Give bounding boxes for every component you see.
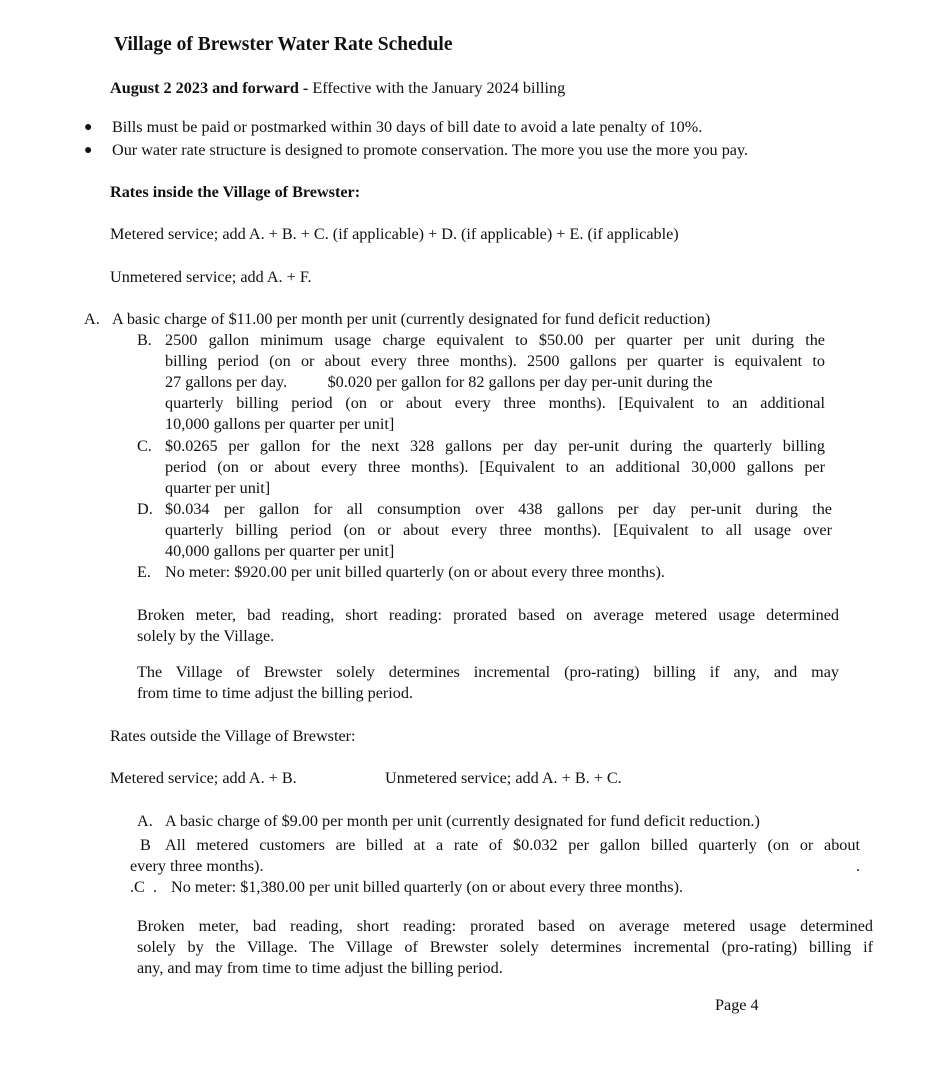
inside-item-b-line: 10,000 gallons per quarter per unit] xyxy=(165,415,395,433)
inside-item-b-label: B. xyxy=(137,331,152,349)
inside-item-d-label: D. xyxy=(137,500,153,518)
bullet-conservation: Our water rate structure is designed to promote conservation. The more you use the more you pay. xyxy=(112,141,749,159)
inside-note-broken-meter: Broken meter, bad reading, short reading: prorated based on average metered usage determined xyxy=(137,606,839,624)
inside-item-b-line: billing period (on or about every three months). 2500 gallons per quarter is equivalent to xyxy=(165,352,825,370)
inside-item-c-line: quarter per unit] xyxy=(165,479,271,497)
inside-item-e-text: No meter: $920.00 per unit billed quarterly (on or about every three months). xyxy=(165,563,665,581)
inside-item-b-line xyxy=(165,373,713,392)
inside-note-broken-meter: solely by the Village. xyxy=(137,627,275,645)
inside-item-c-line: period (on or about every three months). [Equivalent to an additional 30,000 gallons per xyxy=(165,458,825,476)
inside-item-c-label: C. xyxy=(137,437,152,455)
bullet-icon: ● xyxy=(84,143,93,158)
inside-item-e-label: E. xyxy=(137,563,151,581)
effective-date-line xyxy=(110,79,565,98)
outside-item-a-label: A. xyxy=(137,812,153,830)
inside-metered-formula: Metered service; add A. + B. + C. (if applicable) + D. (if applicable) + E. (if applicable) xyxy=(110,225,679,243)
inside-item-b-line: quarterly billing period (on or about every three months). [Equivalent to an additional xyxy=(165,394,825,412)
outside-note-line: solely by the Village. The Village of Brewster solely determines incremental (pro-rating) billing if xyxy=(137,938,873,956)
inside-item-d-line: 40,000 gallons per quarter per unit] xyxy=(165,542,395,560)
page-number: Page 4 xyxy=(715,996,759,1014)
outside-item-a-text: A basic charge of $9.00 per month per unit (currently designated for fund deficit reduction.) xyxy=(165,812,760,830)
outside-unmetered-formula: Unmetered service; add A. + B. + C. xyxy=(385,769,622,787)
inside-item-d-line: $0.034 per gallon for all consumption over 438 gallons per day per-unit during the xyxy=(165,500,832,518)
outside-item-c-text: No meter: $1,380.00 per unit billed quarterly (on or about every three months). xyxy=(171,878,684,896)
outside-item-b-line: All metered customers are billed at a rate of $0.032 per gallon billed quarterly (on or about xyxy=(165,836,860,854)
outside-item-b-label: B xyxy=(140,836,151,854)
page-title: Village of Brewster Water Rate Schedule xyxy=(114,34,453,55)
outside-metered-formula: Metered service; add A. + B. xyxy=(110,769,297,787)
outside-note-line: any, and may from time to time adjust the billing period. xyxy=(137,959,503,977)
inside-heading: Rates inside the Village of Brewster: xyxy=(110,183,361,201)
inside-note-prorating: The Village of Brewster solely determines incremental (pro-rating) billing if any, and may xyxy=(137,663,839,681)
effective-date-text: Effective with the January 2024 billing xyxy=(308,79,566,97)
outside-item-c-label: .C . xyxy=(130,878,157,896)
bullet-late-penalty: Bills must be paid or postmarked within 30 days of bill date to avoid a late penalty of 10%. xyxy=(112,118,703,136)
outside-heading: Rates outside the Village of Brewster: xyxy=(110,727,356,745)
inside-unmetered-formula: Unmetered service; add A. + F. xyxy=(110,268,312,286)
inside-note-prorating: from time to time adjust the billing period. xyxy=(137,684,414,702)
inside-item-a-text: A basic charge of $11.00 per month per unit (currently designated for fund deficit reduction) xyxy=(112,310,711,328)
outside-note-line: Broken meter, bad reading, short reading: prorated based on average metered usage determined xyxy=(137,917,873,935)
outside-item-b-line: every three months). xyxy=(130,857,264,875)
effective-date-bold: August 2 2023 and forward - xyxy=(110,79,309,97)
bullet-icon: ● xyxy=(84,120,93,135)
stray-dot: . xyxy=(856,857,861,875)
inside-item-b-line-text: 27 gallons per day. $0.020 per gallon for 82 gallons per day per-unit during the xyxy=(165,373,713,391)
inside-item-b-line: 2500 gallon minimum usage charge equivalent to $50.00 per quarter per unit during the xyxy=(165,331,825,349)
inside-item-d-line: quarterly billing period (on or about every three months). [Equivalent to all usage over xyxy=(165,521,832,539)
inside-item-c-line: $0.0265 per gallon for the next 328 gallons per day per-unit during the quarterly billing xyxy=(165,437,825,455)
inside-item-a-label: A. xyxy=(84,310,100,328)
